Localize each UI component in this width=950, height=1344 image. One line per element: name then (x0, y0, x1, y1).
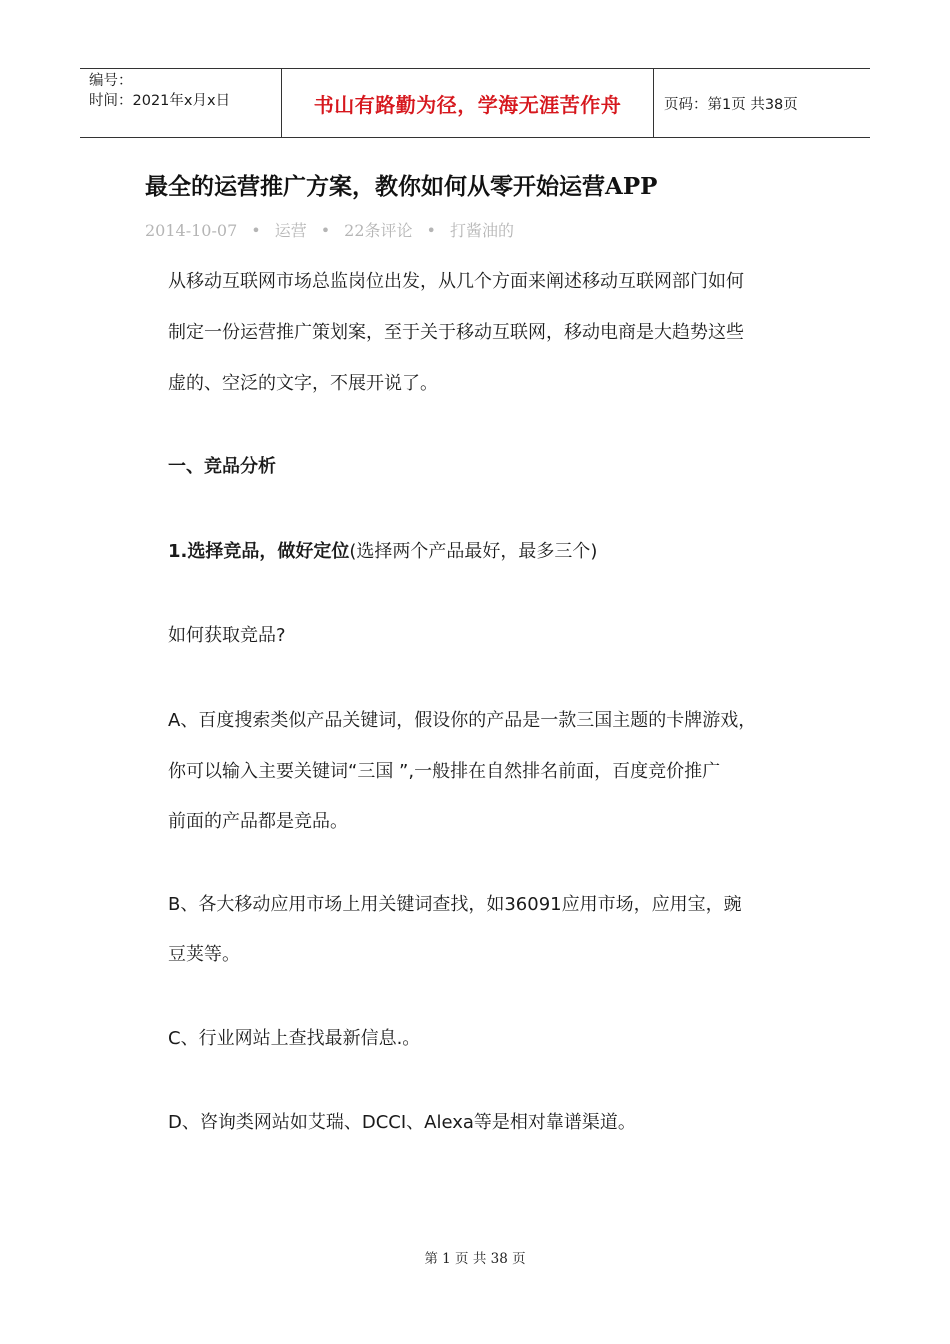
subsection-heading-bold: 1.选择竞品，做好定位 (168, 541, 350, 562)
intro-line: 制定一份运营推广策划案，至于关于移动互联网，移动电商是大趋势这些 (168, 322, 744, 343)
page-footer: 第 1 页 共 38 页 (424, 1251, 526, 1267)
question-text: 如何获取竞品? (168, 625, 286, 646)
item-b-line: B、各大移动应用市场上用关键词查找，如36091应用市场，应用宝，豌 (168, 894, 742, 915)
item-a-line: A、百度搜索类似产品关键词，假设你的产品是一款三国主题的卡牌游戏， (168, 710, 757, 731)
meta-separator: • (320, 221, 331, 240)
meta-author-link[interactable]: 打酱油的 (449, 221, 514, 240)
article-meta (145, 218, 514, 241)
document-number-label: 编号： (89, 73, 133, 89)
subsection-heading (168, 537, 597, 563)
meta-comments-link[interactable]: 22条评论 (344, 221, 413, 240)
meta-date: 2014-10-07 (145, 221, 238, 240)
document-time-label: 时间：2021年x月x日 (89, 93, 231, 109)
item-d-line: D、咨询类网站如艾瑞、DCCI、Alexa等是相对靠谱渠道。 (168, 1112, 636, 1133)
intro-line: 从移动互联网市场总监岗位出发，从几个方面来阐述移动互联网部门如何 (168, 271, 744, 292)
article-title: 最全的运营推广方案，教你如何从零开始运营APP (145, 173, 658, 200)
item-a-line: 前面的产品都是竞品。 (168, 811, 348, 832)
header-page-info: 页码：第1页 共38页 (664, 96, 798, 113)
intro-line: 虚的、空泛的文字，不展开说了。 (168, 373, 438, 394)
subsection-heading-note: (选择两个产品最好，最多三个) (349, 541, 598, 562)
item-a-line: 你可以输入主要关键词“三国 ”,一般排在自然排名前面，百度竞价推广 (168, 761, 721, 782)
item-c-line: C、行业网站上查找最新信息.。 (168, 1028, 421, 1049)
meta-category-link[interactable]: 运营 (274, 221, 307, 240)
section-heading: 一、竞品分析 (168, 456, 276, 477)
meta-separator: • (426, 221, 436, 240)
document-header (80, 68, 870, 138)
meta-separator: • (251, 221, 261, 240)
header-motto: 书山有路勤为径，学海无涯苦作舟 (282, 69, 654, 137)
header-info-cell (80, 69, 282, 137)
item-b-line: 豆荚等。 (168, 944, 240, 965)
